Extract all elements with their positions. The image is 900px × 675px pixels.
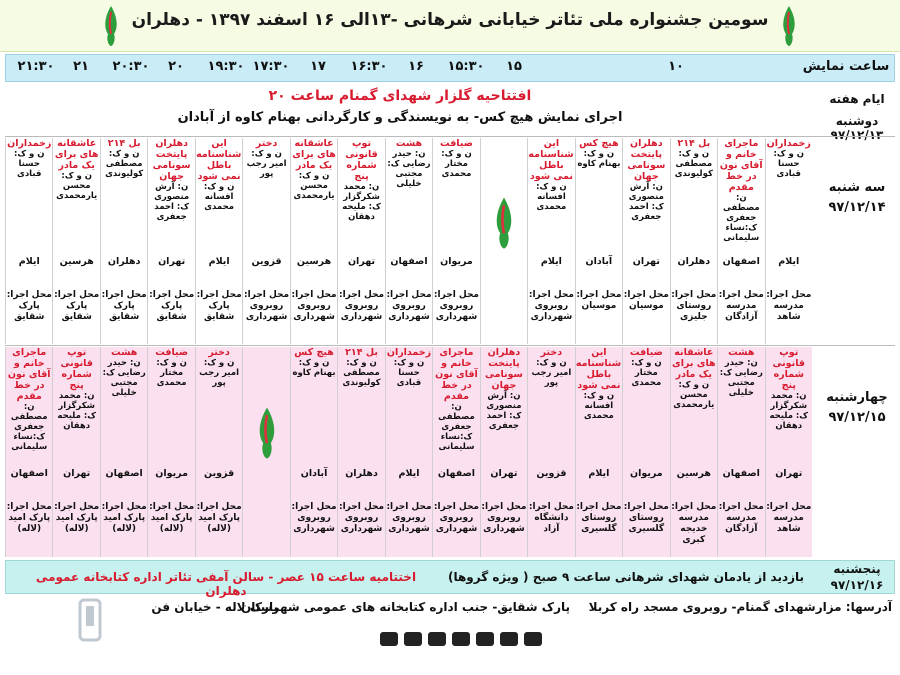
show-title: ماجرای خانم و آقای نون در خط مقدم: [435, 347, 478, 402]
show-credit: ن و ک: حسنا قبادی: [773, 149, 805, 179]
show-cell: [717, 138, 764, 344]
show-city: هرسین: [676, 467, 711, 479]
show-cell: [147, 347, 194, 557]
show-venue: محل اجرا: مدرسه آزادگان: [718, 502, 764, 535]
show-title: عاشقانه های برای یک مادر: [292, 138, 336, 171]
show-venue: محل اجرا: روبروی شهرداری: [433, 502, 480, 535]
day-label: سه شنبه: [828, 180, 886, 195]
show-cell: [385, 347, 432, 557]
show-venue: محل اجرا: روستای گلسیری: [576, 502, 622, 535]
day-label: دوشنبه ۹۷/۱۲/۱۳: [830, 114, 884, 142]
show-title: توپ قانونی شماره پنج: [345, 138, 378, 182]
show-cell: [242, 138, 289, 344]
show-credit: ن و ک: افسانه محمدی: [203, 182, 235, 212]
show-city: هرسین: [59, 256, 94, 268]
address-park1: پارک شقایق- جنب اداره کتابخانه های عمومی شهرستان: [241, 600, 570, 614]
opening-text: افتتاحیه گلزار شهدای گمنام ساعت ۲۰: [268, 88, 532, 104]
time-bar: [5, 54, 895, 82]
show-city: قزوین: [251, 256, 282, 268]
show-venue: محل اجرا: روبروی شهرداری: [291, 290, 337, 323]
show-credit: ن و ک: محسن یارمحمدی: [56, 171, 98, 201]
show-city: اصفهان: [722, 467, 760, 479]
show-credit: ن و ک: مختار محمدی: [156, 358, 187, 388]
show-venue: محل اجرا: پارک شقایق: [54, 290, 100, 323]
day-date: ۹۷/۱۲/۱۵: [828, 410, 886, 425]
show-credit: ن و ک: امیر رجب پور: [246, 149, 287, 179]
show-city: دهلران: [107, 256, 141, 268]
show-cell: [622, 138, 669, 344]
day-date: ۹۷/۱۲/۱۴: [828, 200, 886, 215]
show-cell: [290, 138, 337, 344]
show-city: ایلام: [18, 256, 40, 268]
show-venue: محل اجرا: پارک امید (لاله): [196, 502, 242, 535]
show-city: ایلام: [398, 467, 420, 479]
show-city: دهلران: [345, 467, 378, 479]
show-cell: [527, 138, 574, 344]
show-cell: [337, 138, 384, 344]
sponsor-logo: [524, 632, 542, 646]
time-slot: ۱۷: [310, 59, 326, 74]
show-cell: [195, 138, 242, 344]
show-venue: محل اجرا: روبروی شهرداری: [433, 290, 480, 323]
show-title: این شناسنامه باطل نمی شود: [528, 138, 574, 182]
show-venue: محل اجرا: روبروی شهرداری: [386, 502, 432, 535]
show-city: مریوان: [630, 467, 663, 479]
day-date: ۹۷/۱۲/۱۶: [830, 578, 884, 592]
sponsor-logo: [380, 632, 398, 646]
show-venue: محل اجرا: دانشگاه آزاد: [528, 502, 574, 535]
show-cell: [100, 347, 147, 557]
show-city: تهران: [632, 256, 660, 268]
show-venue: محل اجرا: روبروی شهرداری: [244, 290, 290, 323]
show-cell: [290, 347, 337, 557]
show-city: تهران: [490, 467, 518, 479]
show-credit: ن و ک: مصطفی کولیوندی: [674, 149, 713, 179]
show-cell: [432, 138, 479, 344]
show-title: دهلران پایتخت سونامی جهان: [627, 138, 666, 182]
time-slot: ۱۹:۳۰: [207, 59, 245, 74]
show-cell: [432, 347, 479, 557]
show-cell: [5, 138, 52, 344]
show-venue: محل اجرا: روبروی شهرداری: [481, 502, 527, 535]
show-venue: محل اجرا: پارک شقایق: [149, 290, 195, 323]
show-title: بل ۲۱۴: [107, 138, 141, 149]
show-title: عاشقانه های برای یک مادر: [54, 138, 99, 171]
show-city: هرسین: [296, 256, 332, 268]
show-city: قزوین: [204, 467, 235, 479]
show-cell: [100, 138, 147, 344]
show-cell: [622, 347, 669, 557]
show-venue: محل اجرا: پارک امید (لاله): [54, 502, 100, 535]
show-city: تهران: [347, 256, 376, 268]
show-credit: ن و ک: محسن یارمحمدی: [673, 380, 715, 410]
header-banner: [0, 0, 900, 52]
show-city: مریوان: [155, 467, 188, 479]
show-credit: ن: محمد شکرگزار ک: ملیحه دهقان: [342, 182, 381, 222]
show-venue: محل اجرا: روبروی شهرداری: [338, 290, 385, 323]
sponsor-logo: [404, 632, 422, 646]
show-credit: ن: آرش منصوری ک: احمد جعفری: [628, 182, 664, 222]
show-cell: [670, 138, 717, 344]
show-venue: محل اجرا: روبروی شهرداری: [386, 290, 432, 323]
sponsor-logo: [476, 632, 494, 646]
closing-text: اختتامیه ساعت ۱۵ عصر - سالن آمفی تئاتر اداره کتابخانه عمومی دهلران: [35, 570, 417, 598]
show-city: ایلام: [588, 467, 610, 479]
show-cell: [5, 347, 52, 557]
time-slot: ۱۵:۳۰: [447, 59, 485, 74]
show-title: زخمداران: [766, 138, 811, 149]
show-city: ایلام: [778, 256, 800, 268]
sponsor-logo: [452, 632, 470, 646]
show-title: زخمداران: [386, 347, 432, 358]
show-venue: محل اجرا: موسیان: [623, 290, 669, 312]
show-venue: محل اجرا: مدرسه آزادگان: [718, 290, 764, 323]
show-title: هیچ کس: [579, 138, 619, 149]
show-credit: ن: حیدر رضایی ک: مجتبی خلیلی: [387, 149, 431, 189]
flame-icon: [253, 393, 281, 473]
time-label: ساعت نمایش: [802, 59, 890, 74]
show-cell: [575, 347, 622, 557]
flame-cell: [242, 347, 289, 557]
show-title: دهلران پایتخت سونامی جهان: [484, 347, 523, 391]
show-city: تهران: [158, 256, 186, 268]
show-title: بل ۲۱۴: [345, 347, 378, 358]
show-city: ایلام: [540, 256, 562, 268]
show-credit: ن و ک: محسن یارمحمدی: [293, 171, 335, 201]
day-label: پنجشنبه: [833, 562, 881, 576]
show-credit: ن: مصطفی جعفری ک:نساء سلیمانی: [10, 402, 48, 452]
flame-icon: [778, 4, 800, 48]
show-city: اصفهان: [437, 467, 476, 479]
show-credit: ن و ک: حسنا قبادی: [13, 149, 45, 179]
show-cell: [52, 347, 99, 557]
show-title: توپ قانونی شماره پنج: [60, 347, 93, 391]
show-credit: ن: مصطفی جعفری ک:نساء سلیمانی: [722, 193, 760, 243]
sponsor-logo: [428, 632, 446, 646]
show-city: قزوین: [536, 467, 567, 479]
performance-text: اجرای نمایش هیچ کس- به نویسندگی و کارگردانی بهنام کاوه از آبادان: [177, 110, 623, 125]
show-venue: محل اجرا: روبروی شهرداری: [291, 502, 337, 535]
show-title: بل ۲۱۴: [677, 138, 711, 149]
show-title: ضیافت: [629, 347, 663, 358]
show-cell: [670, 347, 717, 557]
page-title: سومین جشنواره ملی تئاتر خیابانی شرهانی -۱۳الی ۱۶ اسفند ۱۳۹۷ - دهلران: [131, 10, 769, 30]
show-title: زخمداران: [7, 138, 52, 149]
show-credit: ن: حیدر رضایی ک: مجتبی خلیلی: [719, 358, 763, 398]
show-city: اصفهان: [105, 467, 143, 479]
address-park2: پارک لاله - خیابان فن: [151, 600, 278, 614]
sponsor-logo: [500, 632, 518, 646]
show-title: هشت: [395, 138, 423, 149]
time-slot: ۱۶:۳۰: [350, 59, 388, 74]
show-title: دختر: [255, 138, 278, 149]
flame-cell: [480, 138, 527, 344]
show-cell: [195, 347, 242, 557]
time-slot: ۲۱: [73, 59, 89, 74]
theater-logo: [60, 596, 120, 652]
show-credit: ن و ک: مختار محمدی: [631, 358, 662, 388]
show-title: این شناسنامه باطل نمی شود: [575, 347, 622, 391]
divider: [5, 136, 895, 137]
show-cell: [52, 138, 99, 344]
show-venue: محل اجرا: پارک امید (لاله): [101, 502, 147, 535]
show-credit: ن: حیدر رضایی ک: مجتبی خلیلی: [102, 358, 146, 398]
show-cell: [575, 138, 622, 344]
time-slot: ۱۰: [668, 59, 684, 74]
show-cell: [337, 347, 384, 557]
show-title: دختر: [208, 347, 230, 358]
show-credit: ن و ک: مصطفی کولیوندی: [105, 149, 144, 179]
show-credit: ن و ک: امیر رجب پور: [531, 358, 572, 388]
show-venue: محل اجرا: مدرسه خدیجه کبری: [671, 502, 717, 546]
addresses: [0, 596, 900, 626]
show-title: دهلران پایتخت سونامی جهان: [152, 138, 191, 182]
show-title: عاشقانه های برای یک مادر: [672, 347, 716, 380]
show-city: آبادان: [300, 467, 328, 479]
show-venue: محل اجرا: روبروی شهرداری: [338, 502, 385, 535]
show-venue: محل اجرا: مدرسه شاهد: [766, 290, 812, 323]
show-venue: محل اجرا: موسیان: [576, 290, 622, 312]
show-title: هشت: [728, 347, 755, 358]
show-credit: ن و ک: افسانه محمدی: [583, 391, 615, 421]
show-title: ماجرای خانم و آقای نون در خط مقدم: [719, 138, 763, 193]
show-title: ضیافت: [155, 347, 189, 358]
show-cell: [765, 138, 812, 344]
show-title: توپ قانونی شماره پنج: [772, 347, 805, 391]
show-credit: ن و ک: بهنام کاوه: [577, 149, 621, 169]
show-credit: ن و ک: مختار محمدی: [441, 149, 472, 179]
show-cell: [717, 347, 764, 557]
show-credit: ن: محمد شکرگزار ک: ملیحه دهقان: [57, 391, 96, 431]
time-slot: ۱۵: [506, 59, 522, 74]
show-venue: محل اجرا: پارک شقایق: [196, 290, 242, 323]
show-credit: ن و ک: امیر رجب پور: [199, 358, 240, 388]
show-cell: [385, 138, 432, 344]
show-city: اصفهان: [10, 467, 48, 479]
show-title: دختر: [540, 347, 563, 358]
show-city: تهران: [775, 467, 803, 479]
show-credit: ن: آرش منصوری ک: احمد جعفری: [154, 182, 190, 222]
flame-icon: [100, 4, 122, 48]
show-city: مریوان: [440, 256, 473, 268]
flame-icon: [490, 183, 518, 263]
show-venue: محل اجرا: پارک امید (لاله): [149, 502, 195, 535]
time-slot: ۲۰:۳۰: [112, 59, 150, 74]
show-venue: محل اجرا: پارک شقایق: [101, 290, 147, 323]
divider: [5, 345, 895, 346]
show-credit: ن و ک: افسانه محمدی: [536, 182, 567, 212]
thursday-bar: [5, 560, 895, 598]
show-city: ایلام: [208, 256, 230, 268]
show-cell: [147, 138, 194, 344]
day-label: چهارشنبه: [826, 390, 888, 405]
show-title: ماجرای خانم و آقای نون در خط مقدم: [7, 347, 51, 402]
time-slot: ۱۶: [408, 59, 424, 74]
show-venue: محل اجرا: روستای جلیزی: [671, 290, 717, 323]
time-slot: ۲۰: [168, 59, 184, 74]
address-main: آدرسها: مزارشهدای گمنام- روبروی مسجد راه کربلا: [588, 600, 892, 614]
show-city: اصفهان: [390, 256, 428, 268]
week-label: ایام هفته: [829, 92, 885, 106]
show-city: اصفهان: [722, 256, 760, 268]
show-cell: [480, 347, 527, 557]
show-venue: محل اجرا: پارک شقایق: [6, 290, 52, 323]
show-credit: ن و ک: حسنا قبادی: [393, 358, 425, 388]
show-venue: محل اجرا: مدرسه شاهد: [766, 502, 812, 535]
show-title: این شناسنامه باطل نمی شود: [196, 138, 242, 182]
show-city: آبادان: [585, 256, 613, 268]
show-credit: ن و ک: بهنام کاوه: [292, 358, 336, 378]
sponsor-logos: [380, 630, 560, 650]
show-city: دهلران: [677, 256, 711, 268]
show-title: هشت: [111, 347, 138, 358]
show-cell: [527, 347, 574, 557]
show-title: هیچ کس: [294, 347, 334, 358]
show-venue: محل اجرا: روبروی شهرداری: [528, 290, 574, 323]
show-title: ضیافت: [440, 138, 473, 149]
show-city: تهران: [63, 467, 91, 479]
show-venue: محل اجرا: روستای گلسیری: [623, 502, 669, 535]
time-slot: ۱۷:۳۰: [252, 59, 290, 74]
show-credit: ن: مصطفی جعفری ک:نساء سلیمانی: [438, 402, 475, 452]
show-credit: ن: محمد شکرگزار ک: ملیحه دهقان: [769, 391, 809, 431]
time-slot: ۲۱:۳۰: [17, 59, 55, 74]
show-credit: ن و ک: مصطفی کولیوندی: [342, 358, 381, 388]
show-cell: [765, 347, 812, 557]
show-credit: ن: آرش منصوری ک: احمد جعفری: [486, 391, 522, 431]
visit-text: بازدید از یادمان شهدای شرهانی ساعت ۹ صبح ( ویژه گروها): [447, 570, 805, 584]
show-venue: محل اجرا: پارک امید (لاله): [6, 502, 52, 535]
